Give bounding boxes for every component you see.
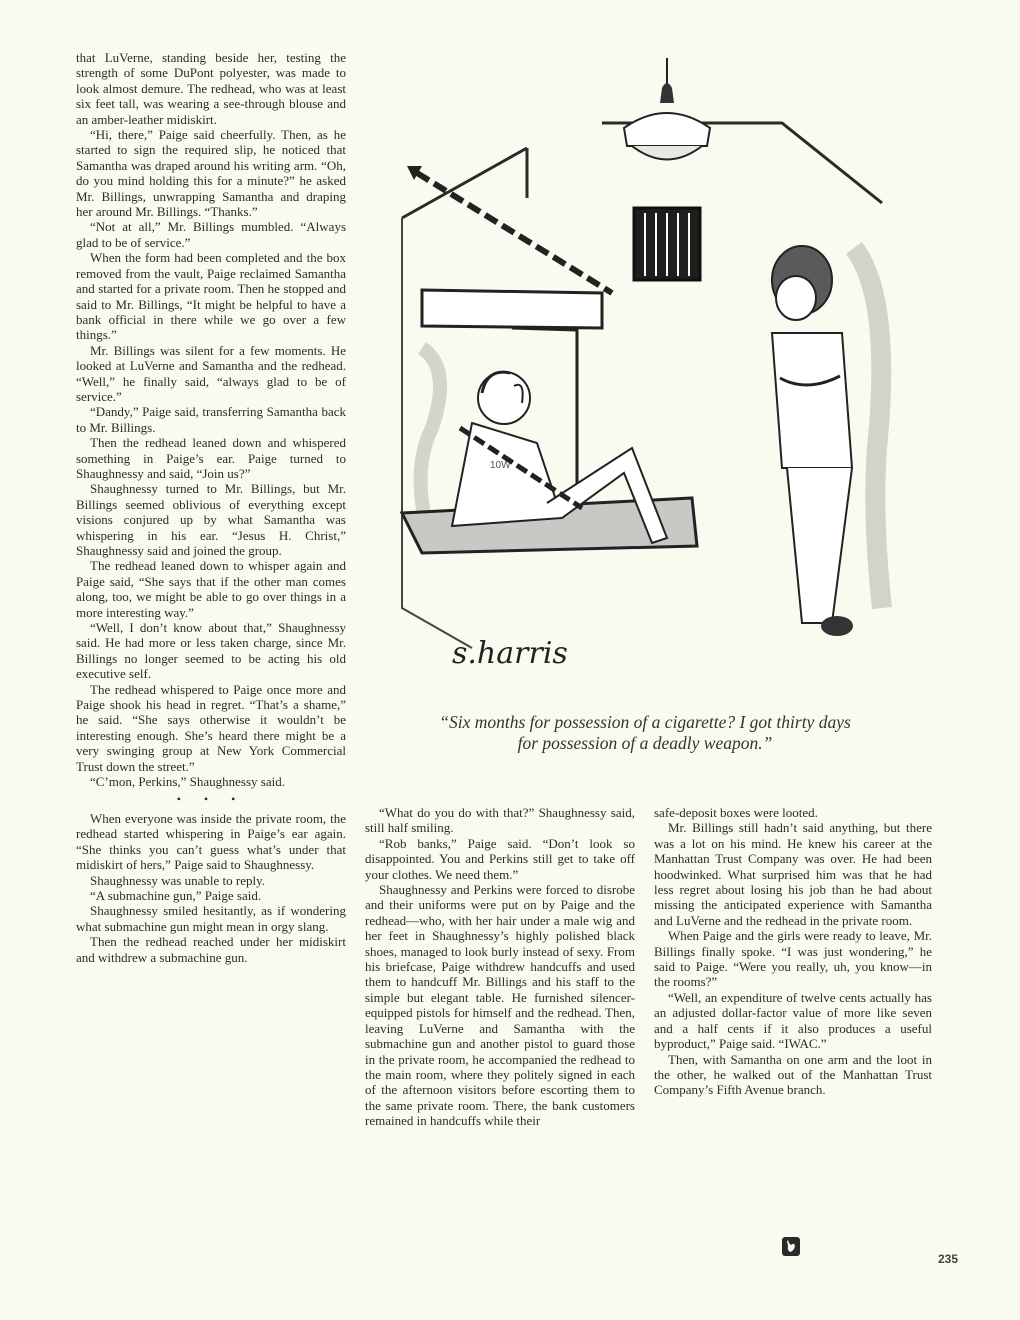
paragraph: Shaughnessy and Perkins were forced to disrobe and their uniforms were put on by Paige and the redhead—who, with her hair under a male wig and her feet in Shaughnessy’s highly polished black shoes, managed to look burly instead of sexy. From his briefcase, Paige withdrew handcuffs and used them to handcuff Mr. Billings and his staff to the simple but elegant table. He furnished silencer-equipped pistols for himself and the redhead. Then, leaving LuVerne and Samantha with the submachine gun and another pistol to guard those in the private room, he accompanied the redhead to the main room, where they politely signed in each of the afternoon visitors before escorting them to the same private room. There, the bank customers remained in handcuffs while their	[365, 882, 635, 1129]
paragraph: “Well, an expenditure of twelve cents actually has an adjusted dollar-factor value of more like seven and a half cents if it also produces a useful byproduct,” Paige said. “IWAC.”	[654, 989, 932, 1052]
paragraph: “Well, I don’t know about that,” Shaughnessy said. He had more or less taken charge, since Mr. Billings no longer seemed to be acting his old executive self.	[76, 620, 346, 682]
paragraph: Then the redhead leaned down and whispered something in Paige’s ear. Paige turned to Shaughnessy and said, “Join us?”	[76, 435, 346, 481]
section-separator: • • •	[176, 791, 246, 806]
paragraph: “A submachine gun,” Paige said.	[90, 887, 262, 903]
caption-line-1: “Six months for possession of a cigarette? I got thirty days	[439, 712, 851, 732]
text-column-3	[654, 805, 932, 1098]
end-mark-icon	[782, 1237, 800, 1256]
shirt-number: 10W	[490, 460, 511, 471]
caption-line-2: for possession of a deadly weapon.”	[517, 733, 773, 753]
paragraph: Then the redhead reached under her midiskirt and withdrew a submachine gun.	[76, 934, 346, 965]
paragraph: “Dandy,” Paige said, transferring Samantha back to Mr. Billings.	[76, 404, 346, 435]
paragraph: When the form had been completed and the box removed from the vault, Paige reclaimed Samantha and started for a private room. Then he stopped and said to Mr. Billings, “It might be helpful to have a bank official in there while we go over a few things.”	[76, 250, 346, 343]
paragraph: “What do you do with that?” Shaughnessy said, still half smiling.	[365, 805, 635, 836]
paragraph: “Not at all,” Mr. Billings mumbled. “Always glad to be of service.”	[76, 219, 346, 250]
paragraph: safe-deposit boxes were looted.	[654, 805, 818, 820]
paragraph: Then, with Samantha on one arm and the loot in the other, he walked out of the Manhattan Trust Company’s Fifth Avenue branch.	[654, 1051, 932, 1098]
paragraph: When everyone was inside the private room, the redhead started whispering in Paige’s ear again. “She thinks you can’t guess what’s under that midiskirt of hers,” Paige said to Shaughnessy.	[76, 810, 346, 873]
paragraph: “Hi, there,” Paige said cheerfully. Then, as he started to sign the required slip, he noticed that Samantha was draped around his writing arm. “Oh, do you mind holding this for a minute?” he asked Mr. Billings, unwrapping Samantha and draping her around Mr. Billings. “Thanks.”	[76, 127, 346, 220]
paragraph: “C’mon, Perkins,” Shaughnessy said.	[90, 774, 285, 790]
paragraph: Shaughnessy turned to Mr. Billings, but Mr. Billings seemed oblivious of everything except visions conjured up by what Samantha was whispering in his ear. “Jesus H. Christ,” Shaughnessy said and joined the group.	[76, 481, 346, 558]
paragraph: The redhead leaned down to whisper again and Paige said, “She says that if the other man comes along, too, we might be able to go over things in a more interesting way.”	[76, 558, 346, 620]
text-column-1	[76, 50, 346, 965]
paragraph: Shaughnessy smiled hesitantly, as if wondering what submachine gun might mean in orgy slang.	[76, 903, 346, 934]
text-column-2	[365, 805, 635, 1129]
paragraph: The redhead whispered to Paige once more and Paige shook his head in regret. “That’s a shame,” he said. “She says otherwise it wouldn’t be interesting enough. She’s heard there might be a very swinging group at New York Commercial Trust down the street.”	[76, 681, 346, 774]
paragraph: Mr. Billings was silent for a few moments. He looked at LuVerne and Samantha and the redhead. “Well,” he finally said, “always glad to be of service.”	[76, 342, 346, 404]
page-number: 235	[938, 1252, 959, 1266]
artist-signature: s.harris	[452, 636, 568, 671]
paragraph: When Paige and the girls were ready to leave, Mr. Billings finally spoke. “I was just wondering,” he said to Paige. “Were you really, uh, you know—in the rooms?”	[654, 928, 932, 990]
cartoon-illustration	[362, 48, 930, 698]
paragraph: Shaughnessy was unable to reply.	[90, 872, 265, 888]
paragraph: “Rob banks,” Paige said. “Don’t look so disappointed. You and Perkins still get to take off your clothes. We need them.”	[365, 835, 635, 882]
cartoon-caption	[365, 712, 925, 754]
paragraph: Mr. Billings still hadn’t said anything, but there was a lot on his mind. He knew his career at the Manhattan Trust Company was over. He had been hoodwinked. What surprised him was that he had less regret about losing his job than he had about missing the anticipated experience with Samantha and LuVerne and the redhead in the private room.	[654, 820, 932, 928]
paragraph: that LuVerne, standing beside her, testing the strength of some DuPont polyester, was made to look almost demure. The redhead, who was at least six feet tall, was wearing a see-through blouse and an amber-leather midiskirt.	[76, 50, 346, 127]
